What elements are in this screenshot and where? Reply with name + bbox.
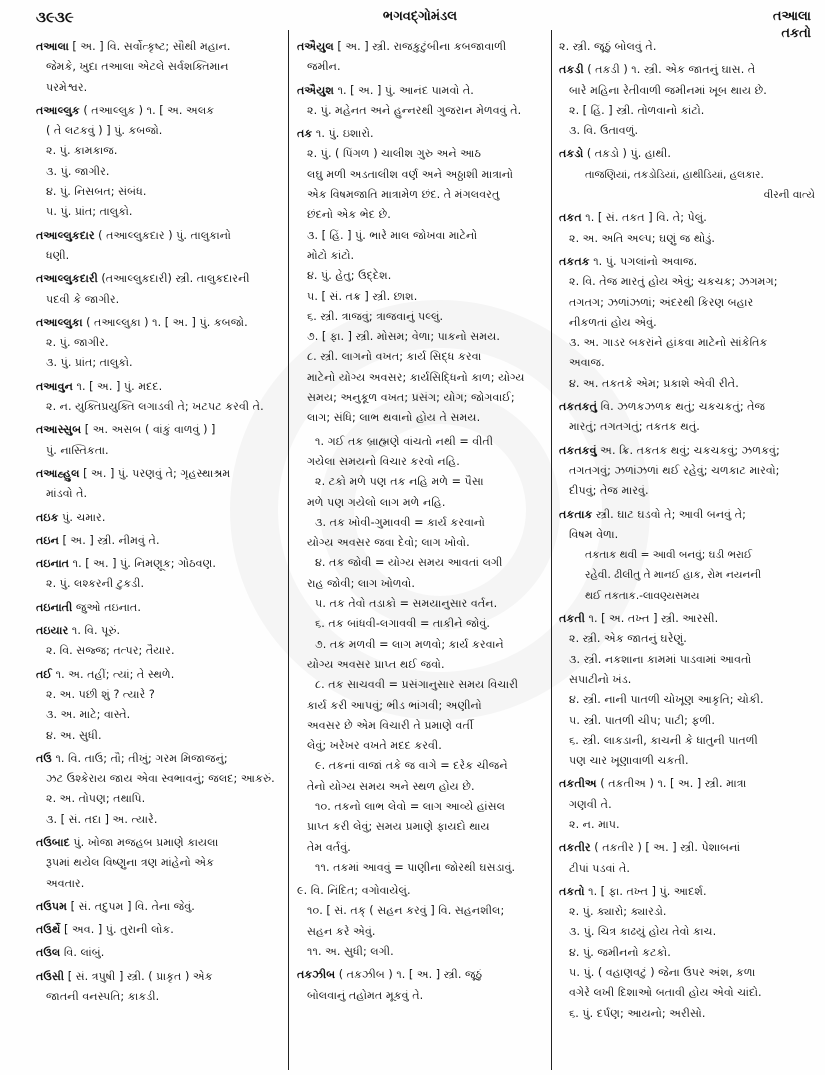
definition-text: (તઆલ્લુક઼દારી) સ્ત્રી. તાલુકદારની xyxy=(97,272,250,286)
definition-text: [ અ. ] વિ. સર્વોત્કૃષ્ટ; સૌથી મહાન. xyxy=(68,40,231,53)
entry-first-line xyxy=(36,897,281,917)
definition-text: ૧. [ અ. ] પું. નિમણૂક; ગોઠવણ. xyxy=(69,557,216,571)
entry-first-line xyxy=(36,101,281,121)
column-1 xyxy=(36,37,281,1010)
entry-first-line xyxy=(36,598,281,618)
headword: તકતી xyxy=(559,612,585,626)
dictionary-entry xyxy=(36,531,281,551)
entry-first-line xyxy=(559,774,815,794)
definition-line: રૂપમાં થયેલ વિષ્ણુના ત્રણ માંહેનો એક xyxy=(46,856,215,870)
definition-line: ૬. સ્ત્રી. લાકડાની, કાચની કે ધાતુની પાતળી xyxy=(569,733,758,747)
entry-first-line xyxy=(559,882,815,902)
definition-text: જુઓ તઇનાત. xyxy=(72,600,141,614)
idiom-line: ૩. તક ખોવી-ગુમાવવી = કાર્ય કરવાનો xyxy=(315,515,485,529)
definition-line: મોટો કાંટો. xyxy=(307,248,355,262)
idiom-line: ૪. તક જોવી = યોગ્ય સમય આવતાં લગી xyxy=(315,556,503,570)
definition-line: ૨. ન. યુક્તિપ્રયુક્તિ લગાડવી તે; ખટપટ કરવી તે. xyxy=(46,400,264,414)
headword: તઈ xyxy=(36,667,53,681)
definition-text: ( તઆલ્લુક઼દાર ) પું. તાલુકાનો xyxy=(94,228,231,242)
idiom-line: રાહ જોવી; લાગ ખોળવો. xyxy=(307,576,415,590)
entry-first-line xyxy=(559,609,815,629)
column-2 xyxy=(297,37,545,1009)
headword: તઇયાર xyxy=(36,624,69,638)
dictionary-entry xyxy=(297,881,545,962)
definition-text: પું. ખોજા મજહબ પ્રમાણે કાયલા xyxy=(69,835,219,849)
definition-line: બારે મહિના રેતીવાળી જમીનમાં ખૂબ થાય છે. xyxy=(569,83,767,97)
headword: તઆલ્લુકા xyxy=(36,315,83,329)
definition-line: માટેનો યોગ્ય અવસર; કાર્યસિદ્ધિનો કાળ; યોગ્ય xyxy=(307,370,525,384)
entry-first-line xyxy=(297,965,545,985)
definition-line: સહન કરે એવું. xyxy=(307,924,376,938)
definition-line: ૨. પું. કામકાજ. xyxy=(46,144,118,158)
idiom-line: ૭. તક મળવી = લાગ મળવો; કાર્ય કરવાને xyxy=(315,637,504,651)
definition-line: એક વિષમજાતિ માત્રામેળ છંદ. તે મંગલવરતુ xyxy=(307,188,500,202)
headword: તઉર્થે xyxy=(36,923,61,937)
citation-line: તકતાક થવી = આવી બનવું; ઘડી ભરાઈ xyxy=(585,549,753,562)
definition-text: [ અવ. ] પું. તુરાની લોક. xyxy=(60,923,174,937)
dictionary-entry xyxy=(36,101,281,223)
entry-first-line xyxy=(36,665,281,685)
definition-line: જાતની વનસ્પતિ; કાકડી. xyxy=(46,990,160,1004)
dictionary-entry xyxy=(36,226,281,267)
idiom-line: ૧૧. તકમાં આવવું = પાણીના જોરથી ઘસડાવું. xyxy=(315,860,516,874)
dictionary-entry xyxy=(559,37,815,57)
dictionary-entry xyxy=(559,252,815,394)
citation-line: થઈ તકતાક.-લાવણ્યસમય xyxy=(585,589,700,602)
definition-text: [ સં. ત્રપુષી ] સ્ત્રી. ( પ્રાકૃત ) એક xyxy=(64,969,213,983)
definition-line: ૨. પું. મહેનત અને હુન્નરથી ગુજરાન મેળવવું તે. xyxy=(307,103,522,117)
definition-line: લઘુ મળી અડતાલીશ વર્ણ અને અઠ્ઠાશી માત્રાનો xyxy=(307,167,513,181)
entry-first-line xyxy=(297,124,545,144)
definition-line: ૪. પું. હેતુ; ઉદ્દેશ. xyxy=(307,269,392,283)
definition-line: ૫. પું. ( વહાણવટું ) જેના ઉપર અંશ, કળા xyxy=(569,966,756,980)
entry-first-line xyxy=(36,621,281,641)
definition-line: ટીપાં પડવાં તે. xyxy=(569,861,630,875)
column-3 xyxy=(559,37,815,1027)
column-divider xyxy=(551,30,552,1070)
citation-line: રહેવી. ઢીલીતુ તે માનઈ હાક, રોમ નયનની xyxy=(585,569,762,582)
definition-line: નીકળતાં હોય એવું. xyxy=(569,315,657,329)
idiom-line: ૬. તક બાંધવી-લગાવવી = તાકીને જોવું. xyxy=(315,617,490,631)
definition-line: વગેરે લખી દિશાઓ બતાવી હોય એવો ચાંદો. xyxy=(569,986,762,1000)
dictionary-entry xyxy=(559,774,815,835)
definition-line: પરમેશ્વર. xyxy=(46,80,88,94)
idiom-line: ૯. તકનાં વાજાં તકે જ વાગે = દરેક ચીજને xyxy=(315,759,508,773)
idiom-line: ૫. તક તેવો તડાકો = સમયાનુસાર વર્તન. xyxy=(315,597,498,611)
idiom-line: મળે પણ ગયેલો લાગ મળે નહિ. xyxy=(307,495,446,509)
definition-text: ૧. [ ફા. તખ્ત ] પું. આદર્શ. xyxy=(584,884,707,898)
definition-line: દીપવું; તેજ મારવું. xyxy=(569,484,649,498)
definition-text: ૧. વિ. તાઉ; તૌ; તીખું; ગરમ મિજાજનું; xyxy=(51,751,228,765)
dictionary-entry xyxy=(36,554,281,595)
definition-text: ૧. પું. ઇશારો. xyxy=(312,127,374,141)
definition-line: ૯. વિ. નિંદિત; વગોવાયેલું. xyxy=(297,884,411,898)
definition-text: પું. ચમાર. xyxy=(58,510,106,524)
definition-line: તગતગવું; ઝળાંઝળાં થઈ રહેવું; ચળકાટ મારવો; xyxy=(569,463,780,477)
entry-first-line xyxy=(36,377,281,397)
headword: તકત xyxy=(559,211,582,225)
headword: તકઝીબ xyxy=(297,968,336,982)
definition-line: ૩. સ્ત્રી. નકશાના કામમાં પાડવામાં આવતો xyxy=(569,652,752,666)
definition-line: ૮. સ્ત્રી. લાગનો વખત; કાર્ય સિદ્ધ કરવા xyxy=(307,350,482,364)
entry-first-line xyxy=(297,37,545,57)
definition-line: ૫. સ્ત્રી. પાતળી ચીપ; પાટી; ફળી. xyxy=(569,713,715,727)
definition-line: મારતું; તગતગતું; તકતક થતું. xyxy=(569,420,700,434)
definition-line: ૩. અ. ગાડર બકરાંને હાંકવા માટેનો સાંકેતિક xyxy=(569,336,768,350)
definition-line: ૪. પું. જમીનનો કટકો. xyxy=(569,945,671,959)
idiom-line: તેમ વર્તવું. xyxy=(307,840,351,854)
headword: તકતીર xyxy=(559,841,591,855)
definition-line: ૬. પું. દર્પણ; આયનો; અરીસો. xyxy=(569,1006,706,1020)
definition-text: ૧. [ અ. ] પું. આનંદ પામવો તે. xyxy=(334,83,474,97)
dictionary-entry xyxy=(559,144,815,205)
dictionary-entry xyxy=(36,377,281,418)
dictionary-entry xyxy=(36,269,281,310)
definition-text: [ સં. તદુપમ ] વિ. તેના જેવું. xyxy=(67,899,195,913)
entry-first-line xyxy=(36,920,281,940)
definition-line: વિષમ વેળા. xyxy=(569,527,619,541)
dictionary-entry xyxy=(36,665,281,746)
definition-line: પું. નાસ્તિકતા. xyxy=(46,443,109,457)
dictionary-entry xyxy=(36,967,281,1008)
dictionary-entry xyxy=(559,838,815,879)
dictionary-entry xyxy=(297,37,545,78)
headword: તકતકતું xyxy=(559,400,598,414)
headword: તઆસ્સુબ xyxy=(36,423,82,437)
definition-line: અવાજ. xyxy=(569,356,605,370)
column-divider xyxy=(288,30,289,1070)
definition-line: ૨. પું. લશ્કરની ટુકડી. xyxy=(46,577,145,591)
headword: તઆહ્હુલ xyxy=(36,466,80,480)
definition-line: લાગ; સંધિ; લાભ થવાનો હોય તે સમય. xyxy=(307,411,481,425)
dictionary-entry xyxy=(36,621,281,662)
entry-first-line xyxy=(36,269,281,289)
idiom-line: પ્રાપ્ત કરી લેવું; સમય પ્રમાણે ફાયદો થાય xyxy=(307,820,490,834)
dictionary-entry xyxy=(36,464,281,505)
definition-line: ૨. પું. ( પિંગળ ) ચાલીશ ગુરુ અને આઠ xyxy=(307,147,482,161)
definition-line: બોલવાનું તહોમત મૂકવું તે. xyxy=(307,988,424,1002)
idiom-line: યોગ્ય અવસર પ્રાપ્ત થઈ જવો. xyxy=(307,657,445,671)
headword: તઉબાદ xyxy=(36,835,70,849)
dictionary-entry xyxy=(559,882,815,1024)
definition-line: ૩. પું. ચિત્ર કાઢયું હોય તેવો કાચ. xyxy=(569,925,717,939)
definition-line: ૬. સ્ત્રી. ત્રાજવું; ત્રાજવાનું પલ્લું. xyxy=(307,309,444,323)
definition-line: ૪. અ. સુધી. xyxy=(46,728,102,742)
definition-line: ૨. [ હિં. ] સ્ત્રી. તોળવાનો કાંટો. xyxy=(569,103,705,117)
headword: તકતીઅ xyxy=(559,777,597,791)
definition-text: [ અ. ] સ્ત્રી. નીમવું તે. xyxy=(58,533,160,547)
idiom-line: ૮. તક સાચવવી = પ્રસંગાનુસાર સમય વિચારી xyxy=(315,678,519,692)
definition-line: ૫. [ સં. તક્ર ] સ્ત્રી. છાશ. xyxy=(307,289,418,303)
headword: તઇનાત xyxy=(36,557,70,571)
dictionary-entry xyxy=(559,441,815,502)
entry-first-line xyxy=(36,833,281,853)
citation-line: વીરની વાત્યે xyxy=(763,189,815,202)
entry-first-line xyxy=(36,531,281,551)
entry-first-line xyxy=(559,397,815,417)
definition-line: ૪. અ. તકતકે એમ; પ્રકાશે એવી રીતે. xyxy=(569,376,739,390)
definition-line: ૩. વિ. ઉતાવળું. xyxy=(569,124,639,138)
definition-line: જમીન. xyxy=(307,60,341,74)
dictionary-entry xyxy=(559,609,815,771)
definition-line: માંડવો તે. xyxy=(46,487,88,501)
entry-first-line xyxy=(36,226,281,246)
page-number: ૩૯૩૯ xyxy=(36,8,74,26)
definition-text: ( તક઼ઝીબ ) ૧. [ અ. ] સ્ત્રી. જૂઠું xyxy=(335,968,483,982)
definition-line: છંદનો એક ભેદ છે. xyxy=(307,208,391,222)
entry-first-line xyxy=(559,144,815,164)
definition-text: ૧. અ. તહીં; ત્યાં; તે સ્થળે. xyxy=(52,667,175,681)
headword: તકતો xyxy=(559,884,585,898)
entry-first-line xyxy=(36,749,281,769)
entry-first-line xyxy=(297,81,545,101)
entry-first-line xyxy=(36,37,281,57)
headword: તકડી xyxy=(559,63,584,77)
entry-first-line xyxy=(36,464,281,484)
entry-first-line xyxy=(559,838,815,858)
definition-text: [ અ. અસબ ( વાંકું વાળવું ) ] xyxy=(81,423,216,437)
definition-line: પદવી કે જાગીર. xyxy=(46,292,120,306)
idiom-line: કાર્ય કરી આપવું; ભીડ ભાંગવી; અણીનો xyxy=(307,698,482,712)
definition-line: ધણી. xyxy=(46,248,70,262)
dictionary-entry xyxy=(36,897,281,917)
dictionary-entry xyxy=(559,60,815,141)
headword: તકતાક xyxy=(559,507,593,521)
definition-line: ૨. અ. તોપણ; તથાપિ. xyxy=(46,792,146,806)
entry-first-line xyxy=(36,420,281,440)
definition-line: જેમકે, ખુદા તઆલા એટલે સર્વશક્તિમાન xyxy=(46,60,229,74)
book-title: ભગવદ્ગોમંડલ xyxy=(382,9,458,24)
definition-line: ૨. ન. માપ. xyxy=(569,817,620,831)
dictionary-entry xyxy=(297,81,545,122)
definition-line: ગણવી તે. xyxy=(569,797,612,811)
definition-text: સ્ત્રી. ઘાટ ઘડવો તે; આવી બનવું તે; xyxy=(592,507,746,521)
guide-word-last: તકતો xyxy=(781,26,811,41)
definition-line: સપાટીનો ખંડ. xyxy=(569,672,632,686)
headword: તકતકવું xyxy=(559,443,597,457)
dictionary-entry xyxy=(559,208,815,249)
headword: તઆલ્લુક xyxy=(36,103,80,117)
entry-first-line xyxy=(559,208,815,228)
entry-first-line xyxy=(36,508,281,528)
entry-first-line xyxy=(559,60,815,80)
headword: તઉપમ xyxy=(36,899,68,913)
definition-text: ૧. પું. પગલાંનો અવાજ. xyxy=(589,254,698,268)
dictionary-entry xyxy=(36,420,281,461)
idiom-line: લેવું; ખરેખર વખતે મદદ કરવી. xyxy=(307,739,442,753)
dictionary-entry xyxy=(559,505,815,606)
entry-first-line xyxy=(559,505,815,525)
dictionary-entry xyxy=(36,833,281,894)
definition-line: ૨. વિ. તેજ મારતું હોય એવું; ચકચક; ઝગમગ; xyxy=(569,275,778,289)
citation-line: તાજણિયાં, તકડોડિયાં, હાથીડિયાં, હલકાર. xyxy=(585,168,764,181)
dictionary-entry xyxy=(559,397,815,438)
headword: તઆલ્લુકદારી xyxy=(36,272,98,286)
headword: તઆલ્લુકદાર xyxy=(36,228,95,242)
headword: તઉસી xyxy=(36,969,65,983)
entry-first-line xyxy=(559,441,815,461)
definition-text: ૧. [ અ. તખ્ત ] સ્ત્રી. આરસી. xyxy=(584,612,719,626)
headword: તઉલ xyxy=(36,946,61,960)
definition-text: ( તક઼ડો ) પું. હાથી. xyxy=(583,147,671,161)
headword: તઐયુલ xyxy=(297,40,334,53)
headword: તઇક xyxy=(36,510,59,524)
definition-text: ( તઆલ્લુક઼ા ) ૧. [ અ. ] પું. કબજો. xyxy=(82,315,248,329)
definition-line: ૨. સ્ત્રી. જૂઠું બોલવું તે. xyxy=(559,40,657,53)
definition-line: તગતગ; ઝળાંઝળાં; અંદરથી કિરણ બહાર xyxy=(569,295,754,309)
idiom-line: ગયેલા સમયનો વિચાર કરવો નહિ. xyxy=(307,454,460,468)
headword: તઆવુન xyxy=(36,379,73,393)
idiom-line: તેનો યોગ્ય સમય અને સ્થળ હોય છે. xyxy=(307,779,475,793)
definition-text: વિ. ઝળકઝળક થતું; ચકચકતું; તેજ xyxy=(597,400,766,414)
idiom-line: અવસર છે એમ વિચારી તે પ્રમાણે વર્તી xyxy=(307,718,474,732)
entry-first-line xyxy=(559,252,815,272)
definition-line: અવતાર. xyxy=(46,876,85,890)
entry-first-line xyxy=(36,313,281,333)
definition-line: ૨. વિ. સજ્જ; તત્પર; તૈયાર. xyxy=(46,644,175,658)
definition-line: ૧૦. [ સં. તક્ ( સહન કરવું ] વિ. સહનશીલ; xyxy=(307,904,505,918)
idiom-line: ૨. ટકો મળે પણ તક નહિ મળે = પૈસા xyxy=(315,475,484,489)
dictionary-entry xyxy=(36,508,281,528)
definition-line: સમય; અનુકૂળ વખત; પ્રસંગ; યોગ; જોગવાઈ; xyxy=(307,391,515,405)
definition-line: ૩. [ સં. તદા ] અ. ત્યારે. xyxy=(46,812,158,826)
definition-text: ( તઆલ્લુક઼ ) ૧. [ અ. અલક xyxy=(79,103,215,117)
entry-first-line xyxy=(36,943,281,963)
idiom-line: ૧૦. તકનો લાભ લેવો = લાગ આવ્યે હાંસલ xyxy=(315,799,506,813)
definition-text: ૧. [ સં. તકત ] વિ. તે; પેલું. xyxy=(581,211,707,225)
entry-first-line xyxy=(36,554,281,574)
headword: તઇન xyxy=(36,533,59,547)
definition-line: ૩. પું. પ્રાંત; તાલુકો. xyxy=(46,356,133,370)
dictionary-entry xyxy=(36,749,281,830)
idiom-line: ૧. ગઈ તક બ્રાહ્મણે વાંચતો નથી = વીતી xyxy=(315,434,494,448)
dictionary-entry xyxy=(36,920,281,940)
definition-line: પણ ચાર ખૂણાવાળી ચકતી. xyxy=(569,754,689,768)
idiom-line: યોગ્ય અવસર જવા દેવો; લાગ ખોવો. xyxy=(307,536,470,550)
definition-line: ૭. [ ફા. ] સ્ત્રી. મોસમ; વેળા; પાકનો સમય. xyxy=(307,330,500,344)
dictionary-entry xyxy=(297,965,545,1006)
definition-text: [ અ. ] પું. પરણવું તે; ગૃહસ્થાશ્રમ xyxy=(79,466,231,480)
definition-line: ૧૧. અ. સુધી; લગી. xyxy=(307,945,394,959)
definition-text: અ. ક્રિ. તકતક થવું; ચકચકવું; ઝળકવું; xyxy=(596,443,780,457)
dictionary-entry xyxy=(36,943,281,963)
definition-text: ( તક઼તીઅ ) ૧. [ અ. ] સ્ત્રી. માત્રા xyxy=(596,777,747,791)
definition-text: [ અ. ] સ્ત્રી. રાજકુટુંબીના કબજાવાળી xyxy=(333,40,507,53)
definition-line: ૨. અ. અતિ અલ્પ; ઘણું જ થોડું. xyxy=(569,231,715,245)
dictionary-entry xyxy=(297,124,545,428)
definition-line: ૫. પું. પ્રાંત; તાલુકો. xyxy=(46,205,133,219)
headword: તઐયુશ xyxy=(297,83,335,97)
definition-line: ૪. સ્ત્રી. નાની પાતળી ચોખૂણ આકૃતિ; ચોકી. xyxy=(569,693,764,707)
definition-line: ૨. સ્ત્રી. એક જાતનું ઘરેણું. xyxy=(569,632,687,646)
headword: તઉ xyxy=(36,751,52,765)
definition-line: ઝટ ઉશ્કેરાય જાય એવા સ્વભાવનું; જલદ; આકરું. xyxy=(46,772,275,786)
entry-first-line xyxy=(36,967,281,987)
dictionary-entry xyxy=(36,37,281,98)
definition-line: ૩. [ હિં. ] પું. ભારે માલ જોખવા માટેનો xyxy=(307,228,478,242)
definition-line: ૨. અ. પછી શું ? ત્યારે ? xyxy=(46,687,155,701)
headword: તઇનાતી xyxy=(36,600,73,614)
definition-line: ૩. પું. જાગીર. xyxy=(46,164,110,178)
headword: તક xyxy=(297,127,313,141)
headword: તકતક xyxy=(559,254,590,268)
definition-text: ૧. વિ. પૂરું. xyxy=(68,624,121,638)
dictionary-entry xyxy=(36,313,281,374)
dictionary-entry xyxy=(36,598,281,618)
definition-line: ૩. અ. માટે; વાસ્તે. xyxy=(46,708,131,722)
definition-line: ૨. પું. ક્યારો; ક્યારડો. xyxy=(569,905,667,919)
definition-text: વિ. લાંબું. xyxy=(60,946,105,960)
definition-line: ૨. પું. જાગીર. xyxy=(46,336,109,350)
definition-text: ( તક઼તીર ) [ અ. ] સ્ત્રી. પેશાબનાં xyxy=(590,841,741,855)
headword: તકડો xyxy=(559,147,584,161)
headword: તઆલા xyxy=(36,40,69,53)
definition-text: ૧. [ અ. ] પું. મદદ. xyxy=(72,379,163,393)
guide-word-first: તઆલા xyxy=(772,9,811,24)
definition-line: ૪. પું. નિસબત; સંબંધ. xyxy=(46,185,147,199)
dictionary-entry xyxy=(297,432,545,879)
definition-text: ( તક઼ડી ) ૧. સ્ત્રી. એક જાતનું ઘાસ. તે xyxy=(583,63,756,77)
definition-line: ( તે લટકવું ) ] પું. કબજો. xyxy=(46,124,163,138)
